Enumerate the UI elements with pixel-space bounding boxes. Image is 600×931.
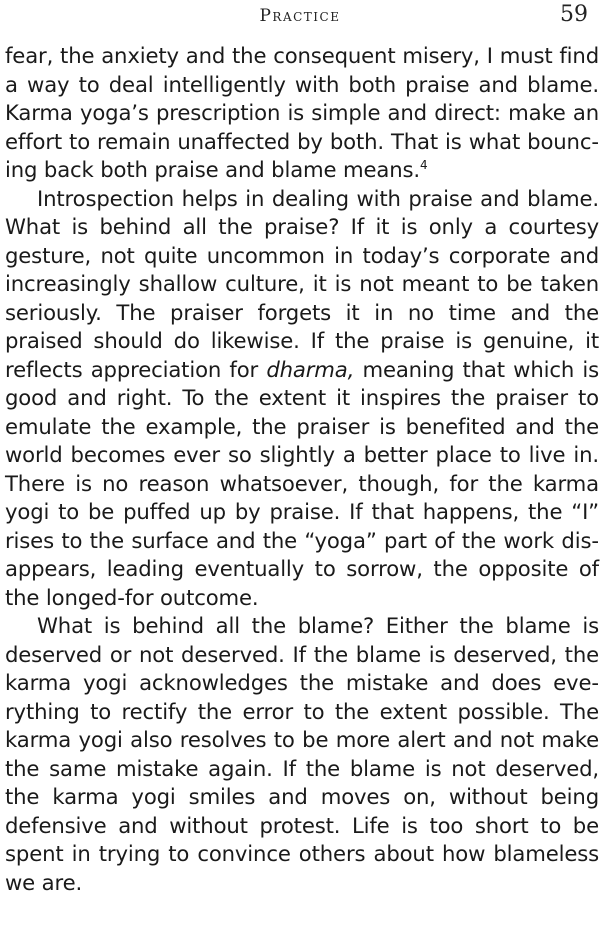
body-text [5, 42, 599, 897]
section-title: Practice [259, 6, 341, 26]
footnote-reference: 4 [419, 157, 428, 172]
paragraph-text: What is behind all the blame? Either the blame is deserved or not deserved. If the blame is deserved, the karma yogi acknowledges the mistake and does everything to rectify the error to the extent possible. The karma yogi also resolves to be more alert and not make the same mistake again. If the blame is not deserved, the karma yogi smiles and moves on, without being defensive and without protest. Life is too short to be spent in trying to convince others about how blameless we are. [5, 613, 599, 895]
page-number: 59 [560, 2, 588, 27]
paragraph-2 [5, 185, 599, 613]
paragraph-1 [5, 42, 599, 185]
emphasized-term: dharma, [266, 356, 355, 382]
paragraph-text: Introspection helps in dealing with praise and blame. What is behind all the praise? If it is only a courtesy gesture, not quite uncommon in today’s corporate and increasingly shallow culture, it is not meant to be taken seriously. The praiser forgets it in no time and the praised should do likewise. If the praise is genuine, it reflects appreciation for [5, 185, 599, 382]
paragraph-text: fear, the anxiety and the consequent misery, I must find a way to deal intelligently with both praise and blame. Karma yoga’s prescription is simple and direct: make an effort to remain unaffected by both. That is what bouncing back both praise and blame means. [5, 43, 599, 182]
paragraph-text: meaning that which is good and right. To the extent it inspires the praiser to emulate the example, the praiser is benefited and the world becomes ever so slightly a better place to live in. There is no reason whatsoever, though, for the karma yogi to be puffed up by praise. If that happens, the “I” rises to the surface and the “yoga” part of the work disappears, leading eventually to sorrow, the opposite of the longed-for outcome. [5, 356, 599, 610]
running-head [0, 2, 600, 32]
paragraph-3 [5, 612, 599, 897]
